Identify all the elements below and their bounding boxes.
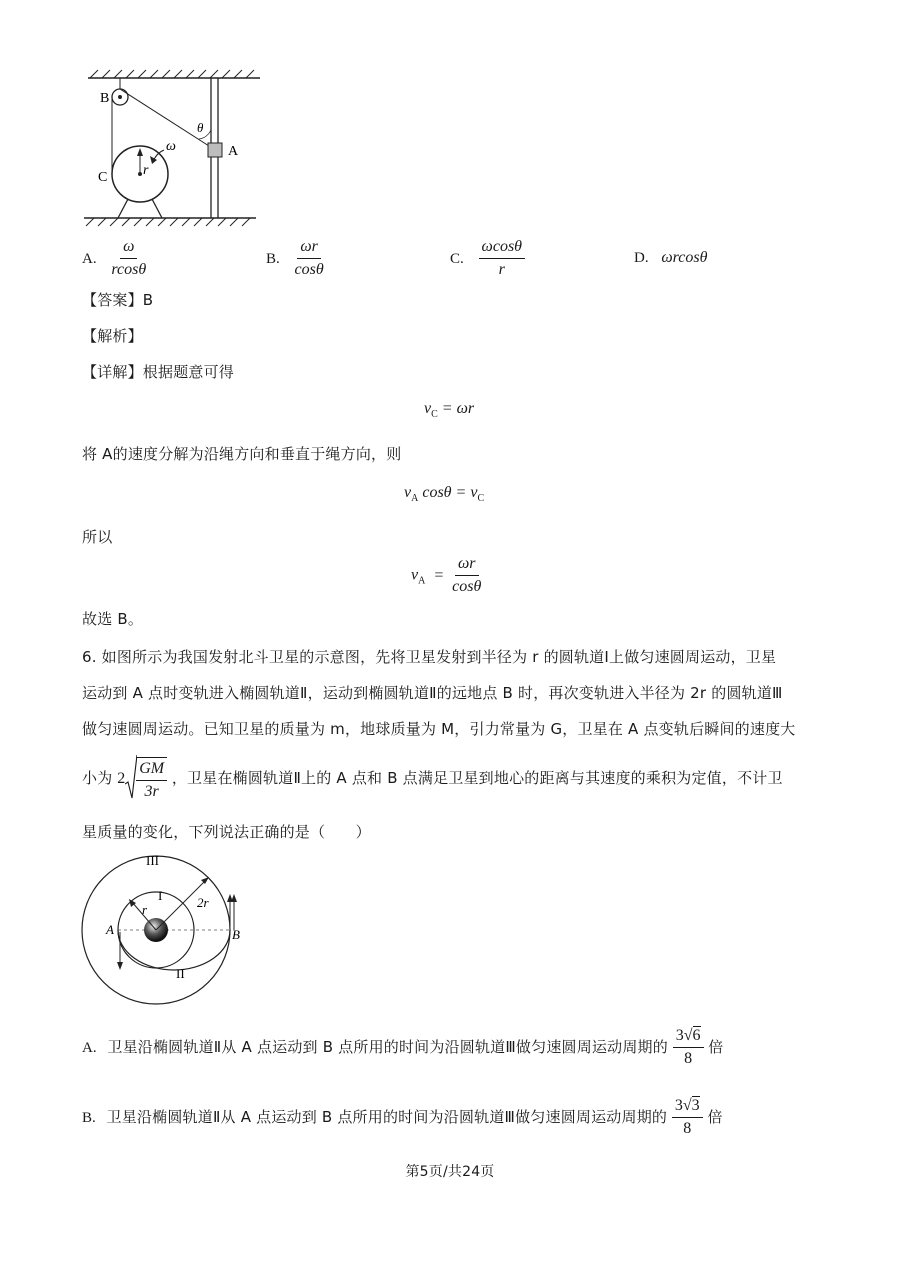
label-A: A xyxy=(228,144,239,159)
step-2-text: 将 A的速度分解为沿绳方向和垂直于绳方向，则 xyxy=(82,445,402,463)
q6-line-4: 小为 2 $\frac{GM}{3r}$ ，卫星在椭圆轨道Ⅱ上的 A 点和 B 点满足卫星到地心的距离与其速度的乘积为定值，不计卫 xyxy=(82,754,783,804)
label-theta: θ xyxy=(197,120,204,135)
option-b: B. $\frac{\omega r}{\cos\theta}$ xyxy=(266,238,324,279)
label-r: r xyxy=(142,902,148,917)
label-omega: ω xyxy=(166,139,176,154)
label-r: r xyxy=(143,163,149,178)
q6-option-a: A. 卫星沿椭圆轨道Ⅱ从 A 点运动到 B 点所用的时间为沿圆轨道Ⅲ做匀速圆周运动周期的 $\frac{3√6}{8}$ 倍 xyxy=(82,1027,724,1068)
q6-line-1: 6. 如图所示为我国发射北斗卫星的示意图，先将卫星发射到半径为 r 的圆轨道Ⅰ上做匀速圆周运动，卫星 xyxy=(82,648,777,666)
equation-2: $v_A$ $\cos\theta = v_C$ xyxy=(404,484,485,504)
equation-1: $v_C = \omega r$ xyxy=(424,400,475,420)
label-B: B xyxy=(232,927,240,942)
q6-line-5: 星质量的变化，下列说法正确的是（ ） xyxy=(82,823,371,841)
option-c: C. $\frac{\omega\cos\theta}{r}$ xyxy=(450,238,525,280)
orbit-diagram xyxy=(80,852,260,1012)
equation-3: $v_A$ = $\frac{\omega r}{\cos\theta}$ xyxy=(411,555,482,596)
q6-line-3: 做匀速圆周运动。已知卫星的质量为 m，地球质量为 M，引力常量为 G，卫星在 A 点变轨后瞬间的速度大 xyxy=(82,720,796,738)
analysis-label: 【解析】 xyxy=(82,327,143,345)
page-footer: 第5页/共24页 xyxy=(405,1164,495,1180)
pulley-wheel-diagram xyxy=(80,66,270,231)
label-B: B xyxy=(100,91,110,106)
label-A: A xyxy=(106,922,114,937)
answer-label: 【答案】B xyxy=(82,291,154,309)
option-a: A. $\frac{\omega}{rcos\theta}$ xyxy=(82,238,147,279)
step-3-text: 所以 xyxy=(82,528,113,546)
option-d: D. ωrcosθ xyxy=(634,249,708,266)
detail-label: 【详解】根据题意可得 xyxy=(82,363,235,381)
label-2r: 2r xyxy=(197,895,209,910)
q6-line-2: 运动到 A 点时变轨进入椭圆轨道Ⅱ，运动到椭圆轨道Ⅱ的远地点 B 时，再次变轨进入半径为 2r 的圆轨道Ⅲ xyxy=(82,684,783,702)
sqrt-symbol: √ xyxy=(683,1027,693,1044)
label-I: I xyxy=(158,888,163,903)
label-II: II xyxy=(176,966,185,981)
q6-option-b: B. 卫星沿椭圆轨道Ⅱ从 A 点运动到 B 点所用的时间为沿圆轨道Ⅲ做匀速圆周运动周期的 $\frac{3√3}{8}$ 倍 xyxy=(82,1097,723,1138)
sqrt-symbol: √ xyxy=(682,1097,692,1114)
conclusion-text: 故选 B。 xyxy=(82,610,144,628)
label-C: C xyxy=(98,170,108,185)
label-III: III xyxy=(146,853,159,868)
